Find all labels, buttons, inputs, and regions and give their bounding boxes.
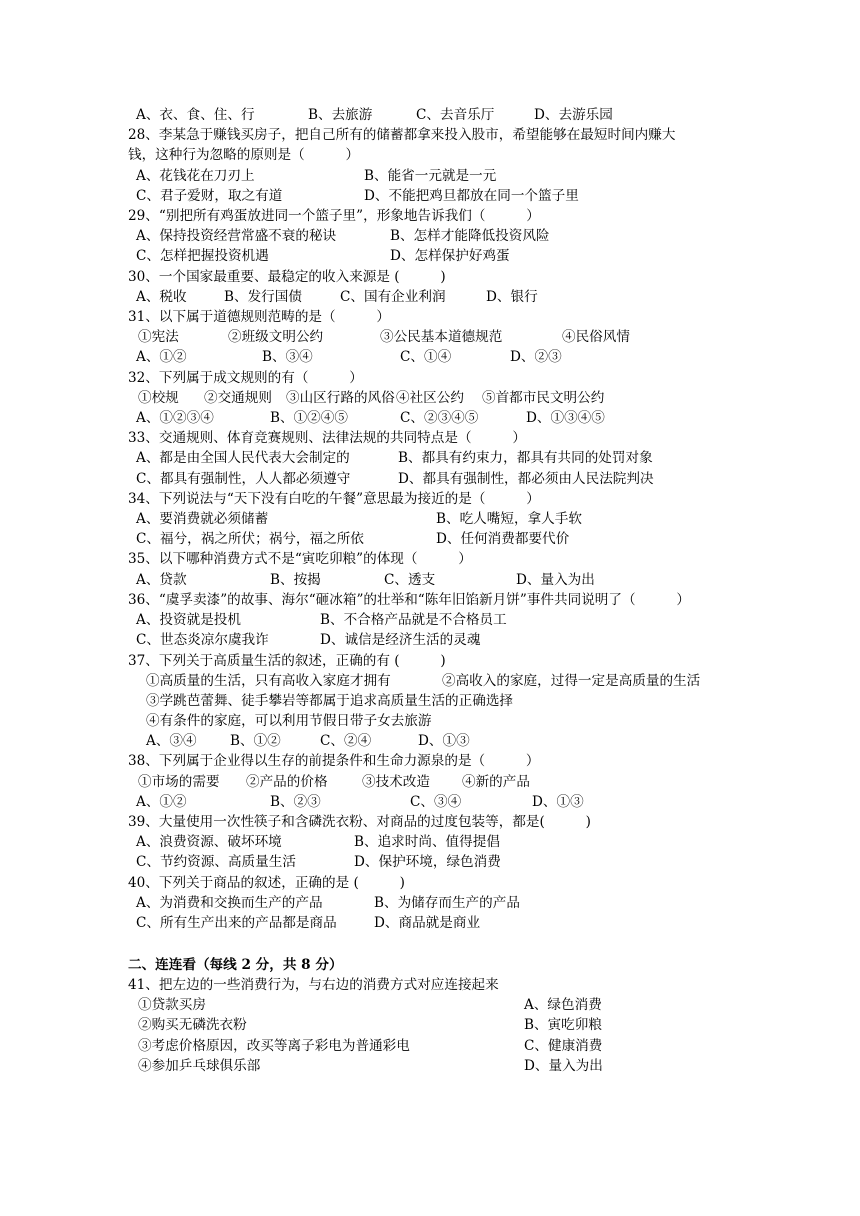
text-segment: ①宪法 — [138, 329, 179, 345]
text-segment: D、量入为出 — [516, 572, 595, 588]
text-segment: ④民俗风情 — [562, 329, 630, 345]
text-segment: 37、下列关于高质量生活的叙述，正确的有 ( ) — [128, 653, 446, 669]
text-segment: B、不合格产品就是不合格员工 — [320, 612, 507, 628]
text-segment: C、②④ — [320, 733, 372, 749]
text-segment: ③学跳芭蕾舞、徒手攀岩等都属于追求高质量生活的正确选择 — [146, 693, 514, 709]
text-segment: B、都具有约束力，都具有共同的处罚对象 — [398, 450, 653, 466]
text-segment: A、衣、食、住、行 — [136, 107, 255, 123]
text-segment: C、③④ — [410, 794, 462, 810]
text-segment: 29、“别把所有鸡蛋放进同一个篮子里”，形象地告诉我们（ ） — [128, 208, 540, 224]
text-segment: C、去音乐厅 — [416, 107, 495, 123]
text-segment: C、怎样把握投资机遇 — [136, 248, 269, 264]
text-segment: D、怎样保护好鸡蛋 — [390, 248, 510, 264]
text-segment: D、②③ — [510, 349, 562, 365]
text-segment: C、都具有强制性，人人都必须遵守 — [136, 471, 351, 487]
text-segment: ③考虑价格原因，改买等离子彩电为普通彩电 — [138, 1038, 410, 1054]
text-segment: ④有条件的家庭，可以利用节假日带子女去旅游 — [146, 713, 432, 729]
text-segment: B、③④ — [262, 349, 313, 365]
text-segment: 28、李某急于赚钱买房子，把自己所有的储蓄都拿来投入股市，希望能够在最短时间内赚大 — [128, 127, 676, 143]
text-segment: C、国有企业利润 — [340, 289, 446, 305]
text-segment: 33、交通规则、体育竞赛规则、法律法规的共同特点是（ ） — [128, 430, 526, 446]
text-segment: D、①③④⑤ — [526, 410, 605, 426]
text-segment: A、浪费资源、破坏环境 — [136, 834, 282, 850]
text-segment: ④参加乒乓球俱乐部 — [138, 1058, 261, 1074]
text-segment: 35、以下哪种消费方式不是“寅吃卯粮”的体现（ ） — [128, 551, 472, 567]
text-segment: ③山区行路的风俗 — [286, 390, 395, 406]
text-segment: A、为消费和交换而生产的产品 — [136, 895, 323, 911]
text-segment: ③公民基本道德规范 — [380, 329, 503, 345]
text-segment: B、按揭 — [270, 572, 321, 588]
text-segment: A、投资就是投机 — [136, 612, 241, 628]
text-segment: D、商品就是商业 — [374, 915, 481, 931]
text-segment: ②产品的价格 — [246, 774, 328, 790]
text-segment: C、透支 — [384, 572, 436, 588]
text-segment: C、①④ — [400, 349, 452, 365]
text-segment: D、任何消费都要代价 — [436, 531, 570, 547]
text-segment: ①贷款买房 — [138, 997, 206, 1013]
text-segment: D、诚信是经济生活的灵魂 — [320, 632, 481, 648]
text-segment: 钱，这种行为忽略的原则是（ ） — [128, 147, 360, 163]
text-segment: C、世态炎凉尔虞我诈 — [136, 632, 269, 648]
text-segment: B、①②④⑤ — [270, 410, 348, 426]
text-segment: 32、下列属于成文规则的有（ ） — [128, 370, 363, 386]
text-segment: D、①③ — [532, 794, 584, 810]
text-segment: 31、以下属于道德规则范畴的是（ ） — [128, 309, 390, 325]
text-segment: ⑤首都市民文明公约 — [482, 390, 605, 406]
text-segment: ②购买无磷洗衣粉 — [138, 1017, 247, 1033]
text-segment: ③技术改造 — [362, 774, 430, 790]
text-segment: C、君子爱财，取之有道 — [136, 188, 283, 204]
text-segment: ②班级文明公约 — [228, 329, 324, 345]
text-segment: D、去游乐园 — [534, 107, 613, 123]
text-segment: 38、下列属于企业得以生存的前提条件和生命力源泉的是（ ） — [128, 753, 540, 769]
text-segment: C、健康消费 — [524, 1038, 603, 1054]
text-segment: 30、一个国家最重要、最稳定的收入来源是 ( ) — [128, 269, 446, 285]
text-segment: 41、把左边的一些消费行为，与右边的消费方式对应连接起来 — [128, 977, 499, 993]
text-segment: A、绿色消费 — [524, 997, 602, 1013]
text-segment: ②交通规则 — [204, 390, 272, 406]
text-segment: ①高质量的生活，只有高收入家庭才拥有 — [146, 673, 391, 689]
text-segment: C、②③④⑤ — [400, 410, 479, 426]
text-segment: B、去旅游 — [308, 107, 373, 123]
text-segment: B、发行国债 — [224, 289, 302, 305]
text-segment: B、为储存而生产的产品 — [374, 895, 520, 911]
text-segment: D、量入为出 — [524, 1058, 603, 1074]
text-segment: 40、下列关于商品的叙述，正确的是 ( ) — [128, 875, 405, 891]
text-segment: 36、“虞孚卖漆”的故事、海尔“砸冰箱”的壮举和“陈年旧馅新月饼”事件共同说明了（ ） — [128, 592, 690, 608]
text-segment: D、都具有强制性，都必须由人民法院判决 — [398, 471, 654, 487]
text-segment: A、税收 — [136, 289, 187, 305]
text-segment: D、①③ — [418, 733, 470, 749]
text-segment: 39、大量使用一次性筷子和含磷洗衣粉、对商品的过度包装等，都是( ) — [128, 814, 591, 830]
text-segment: A、花钱花在刀刃上 — [136, 168, 255, 184]
text-segment: B、怎样才能降低投资风险 — [390, 228, 550, 244]
text-segment: A、③④ — [146, 733, 197, 749]
text-segment: 二、连连看（每线 2 分，共 8 分） — [128, 957, 343, 973]
text-segment: A、都是由全国人民代表大会制定的 — [136, 450, 350, 466]
text-segment: A、保持投资经营常盛不衰的秘诀 — [136, 228, 337, 244]
text-segment: ①校规 — [138, 390, 179, 406]
text-segment: B、吃人嘴短，拿人手软 — [436, 511, 582, 527]
text-segment: B、①② — [230, 733, 281, 749]
text-segment: B、寅吃卯粮 — [524, 1017, 602, 1033]
text-segment: ④社区公约 — [396, 390, 464, 406]
text-segment: A、①② — [136, 349, 187, 365]
text-segment: ①市场的需要 — [138, 774, 220, 790]
text-segment: C、所有生产出来的产品都是商品 — [136, 915, 337, 931]
text-segment: B、能省一元就是一元 — [364, 168, 497, 184]
text-segment: A、贷款 — [136, 572, 187, 588]
text-segment: B、②③ — [270, 794, 321, 810]
text-segment: C、福兮，祸之所伏；祸兮，福之所依 — [136, 531, 364, 547]
text-segment: A、①②③④ — [136, 410, 214, 426]
text-segment: A、①② — [136, 794, 187, 810]
text-segment: C、节约资源、高质量生活 — [136, 854, 296, 870]
text-segment: ②高收入的家庭，过得一定是高质量的生活 — [442, 673, 701, 689]
text-segment: 34、下列说法与“天下没有白吃的午餐”意思最为接近的是（ ） — [128, 491, 540, 507]
text-segment: A、要消费就必须储蓄 — [136, 511, 269, 527]
text-segment: D、银行 — [486, 289, 538, 305]
text-segment: D、保护环境，绿色消费 — [354, 854, 501, 870]
text-segment: ④新的产品 — [462, 774, 530, 790]
text-segment: D、不能把鸡旦都放在同一个篮子里 — [364, 188, 579, 204]
text-segment: B、追求时尚、值得提倡 — [354, 834, 500, 850]
